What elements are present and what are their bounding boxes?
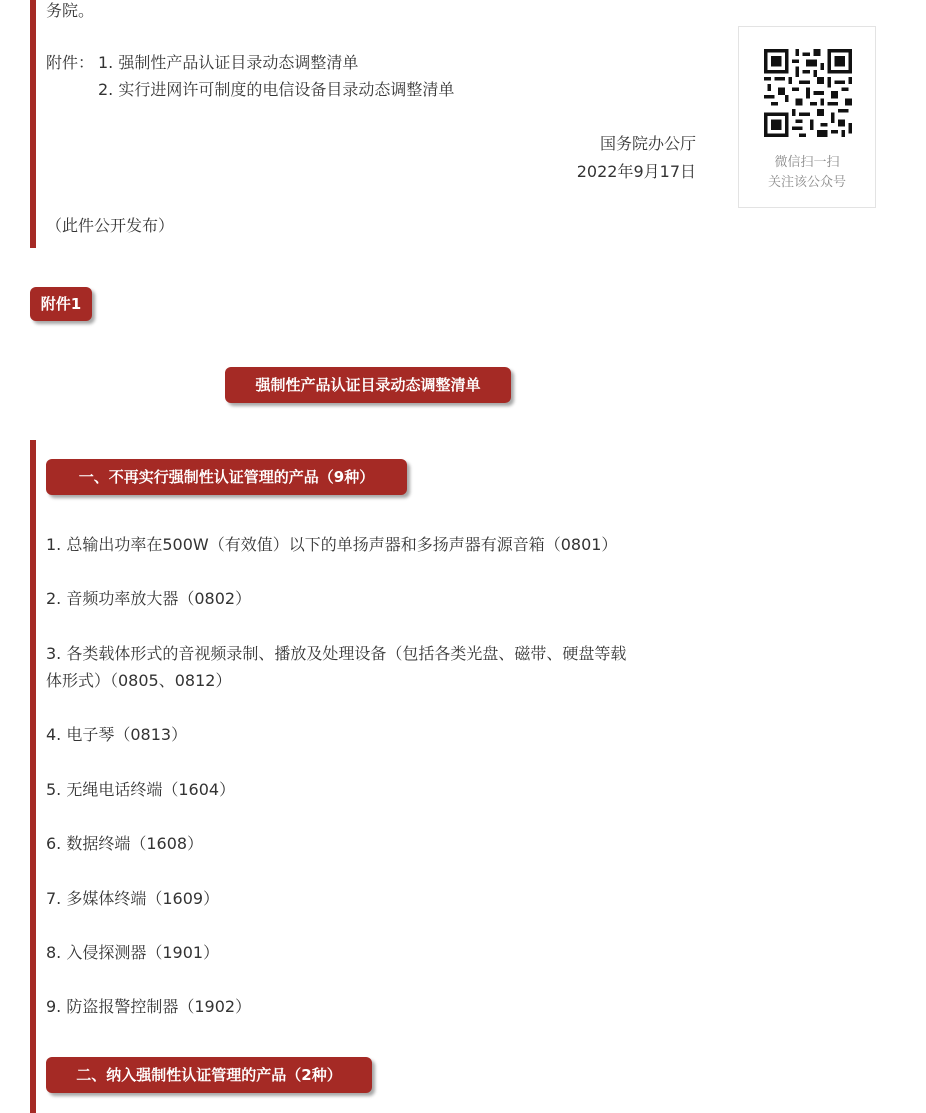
issuer: 国务院办公厅 [599, 134, 696, 153]
list-item: 7. 多媒体终端（1609） [46, 889, 220, 908]
list-item: 5. 无绳电话终端（1604） [46, 780, 236, 799]
list-item: 1. 总输出功率在500W（有效值）以下的单扬声器和多扬声器有源音箱（0801） [46, 535, 618, 554]
qr-caption-line-2: 关注该公众号 [767, 175, 846, 190]
qr-caption-line-1: 微信扫一扫 [774, 155, 840, 170]
list-item: 3. 各类载体形式的音视频录制、播放及处理设备（包括各类光盘、磁带、硬盘等载 [46, 644, 627, 663]
list-item: 4. 电子琴（0813） [46, 725, 188, 744]
list-item: 2. 音频功率放大器（0802） [46, 589, 252, 608]
attachment-1[interactable]: 1. 强制性产品认证目录动态调整清单 [98, 53, 359, 72]
attachments-prefix: 附件： [46, 53, 95, 72]
appendix-title: 强制性产品认证目录动态调整清单 [225, 367, 511, 403]
issue-date: 2022年9月17日 [576, 162, 696, 181]
quote-bar-bottom [30, 440, 36, 1113]
quote-bar-top [30, 0, 36, 248]
qr-code-image [764, 49, 852, 137]
list-item-continuation: 体形式）（0805、0812） [46, 671, 232, 690]
list-item: 9. 防盗报警控制器（1902） [46, 997, 252, 1016]
list-item: 8. 入侵探测器（1901） [46, 943, 220, 962]
list-item: 6. 数据终端（1608） [46, 834, 204, 853]
intro-tail: 务院。 [46, 1, 95, 20]
attachment-2[interactable]: 2. 实行进网许可制度的电信设备目录动态调整清单 [98, 80, 455, 99]
appendix-label: 附件1 [30, 287, 92, 321]
qr-code-panel [738, 26, 876, 208]
section-heading-2: 二、纳入强制性认证管理的产品（2种） [46, 1057, 372, 1093]
publish-note: （此件公开发布） [46, 216, 175, 235]
section-heading-1: 一、不再实行强制性认证管理的产品（9种） [46, 459, 407, 495]
